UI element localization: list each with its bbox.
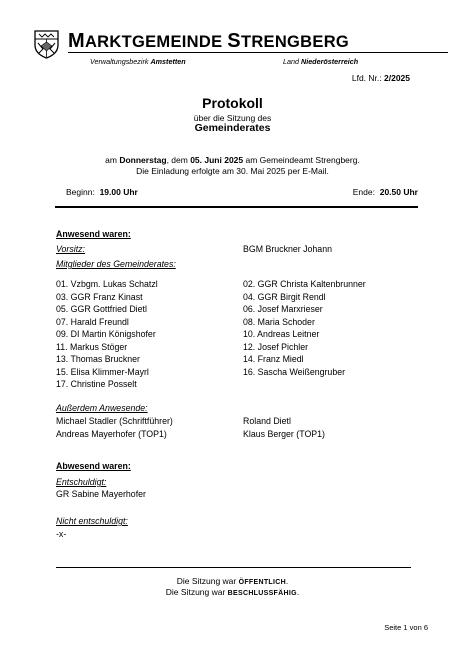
quorum-status: Die Sitzung war BESCHLUSSFÄHIG.: [165, 587, 300, 597]
document-subtitle: über die Sitzung des: [193, 113, 272, 123]
section-divider: [55, 206, 418, 208]
member-name: 05. GGR Gottfried Dietl: [56, 304, 147, 314]
public-status: Die Sitzung war ÖFFENTLICH.: [176, 576, 289, 586]
council-name: Gemeinderates: [194, 122, 271, 134]
invitation-note: Die Einladung erfolgte am 30. Mai 2025 per E-Mail.: [136, 166, 329, 176]
excused-name: GR Sabine Mayerhofer: [56, 489, 146, 499]
others-label: Außerdem Anwesende:: [56, 403, 148, 413]
member-name: 14. Franz Miedl: [243, 354, 304, 364]
other-attendee: Andreas Mayerhofer (TOP1): [56, 428, 167, 439]
member-name: 13. Thomas Bruckner: [56, 354, 140, 364]
member-name: 09. DI Martin Königshofer: [56, 329, 156, 339]
member-name: 08. Maria Schoder: [243, 316, 315, 327]
municipal-crest-logo: [33, 29, 60, 59]
chair-label: Vorsitz:: [56, 244, 86, 254]
member-name: 02. GGR Christa Kaltenbrunner: [243, 279, 366, 289]
absent-heading: Abwesend waren:: [56, 461, 131, 471]
page-number: Seite 1 von 6: [384, 623, 428, 632]
municipality-title: MARKTGEMEINDE STRENGBERG: [68, 30, 350, 52]
present-heading: Anwesend waren:: [56, 229, 131, 239]
member-name: 03. GGR Franz Kinast: [56, 291, 143, 302]
unexcused-label: Nicht entschuldigt:: [56, 516, 128, 526]
member-name: 07. Harald Freundl: [56, 316, 129, 327]
other-attendee: Roland Dietl: [243, 416, 291, 426]
member-name: 16. Sascha Weißengruber: [243, 366, 346, 377]
footer-rule: [56, 567, 411, 568]
member-name: 11. Markus Stöger: [56, 341, 128, 352]
header-rule: [68, 52, 448, 53]
member-name: 10. Andreas Leitner: [243, 329, 320, 339]
begin-time: Beginn: 19.00 Uhr: [66, 187, 138, 197]
chair-name: BGM Bruckner Johann: [243, 244, 332, 254]
member-name: 01. Vzbgm. Lukas Schatzl: [56, 279, 158, 289]
serial-number: Lfd. Nr.: 2/2025: [351, 73, 410, 83]
end-time: Ende: 20.50 Uhr: [352, 187, 418, 197]
members-label: Mitglieder des Gemeinderates:: [56, 259, 176, 269]
meeting-date: am Donnerstag, dem 05. Juni 2025 am Gemeindeamt Strengberg.: [105, 155, 360, 165]
document-title: Protokoll: [202, 95, 263, 111]
unexcused-name: -x-: [56, 529, 67, 539]
other-attendee: Michael Stadler (Schriftführer): [56, 416, 173, 426]
member-name: 12. Josef Pichler: [243, 341, 309, 352]
excused-label: Entschuldigt:: [56, 477, 107, 487]
member-name: 15. Elisa Klimmer-Mayrl: [56, 366, 149, 377]
member-name: 04. GGR Birgit Rendl: [243, 291, 326, 302]
member-name: 17. Christine Posselt: [56, 379, 137, 389]
other-attendee: Klaus Berger (TOP1): [243, 428, 325, 439]
district-line: Verwaltungsbezirk Amstetten: [90, 57, 186, 66]
member-name: 06. Josef Marxrieser: [243, 304, 323, 314]
state-line: Land Niederösterreich: [283, 57, 359, 66]
